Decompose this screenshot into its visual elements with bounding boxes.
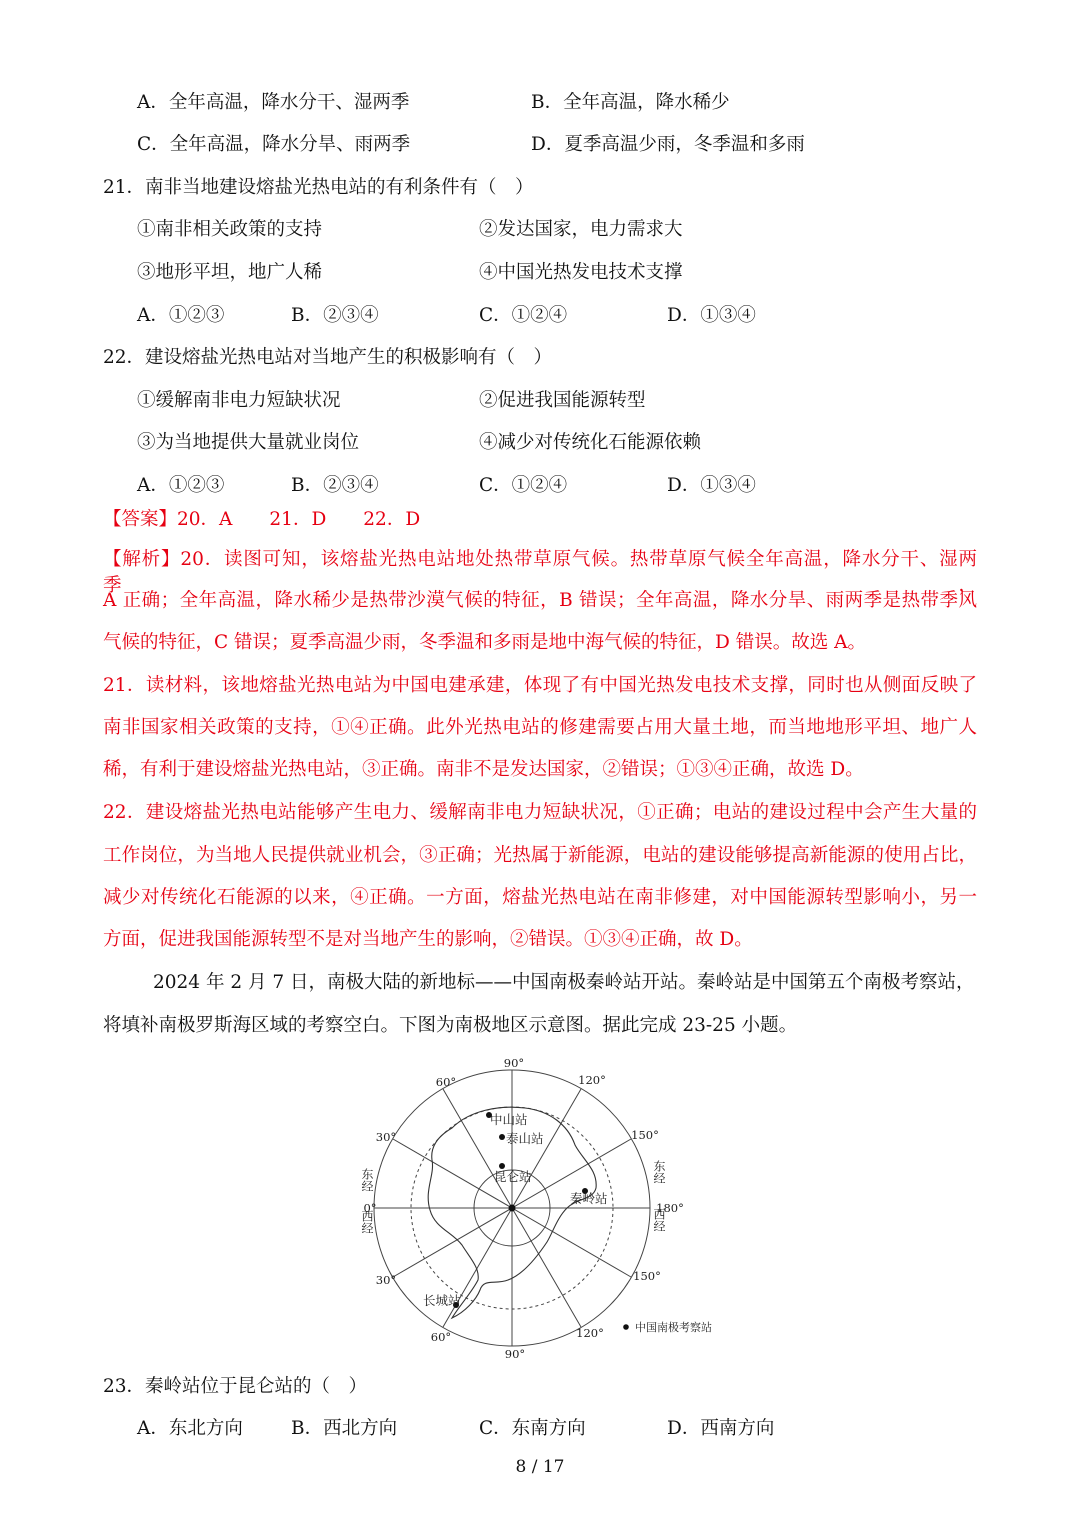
answer-line [103,507,420,533]
lon-label-top: 90° [503,1056,525,1070]
south-pole-dot [509,1205,516,1212]
lon-label-top-left: 60° [435,1075,457,1089]
q21-option-d: D．①③④ [667,305,756,326]
analysis-line-5: 南非国家相关政策的支持，①④正确。此外光热电站的修建需要占用大量土地，而当地地形平坦、地广人 [103,717,977,738]
answer-tag: 【答案】 [103,509,178,530]
analysis-line-7: 22．建设熔盐光热电站能够产生电力、缓解南非电力短缺状况，①正确；电站的建设过程中会产生大量的 [103,802,977,823]
q23-stem: 23．秦岭站位于昆仑站的（ ） [103,1376,368,1397]
q21-item-1: ①南非相关政策的支持 [137,219,323,240]
analysis-line-3: 气候的特征，C 错误；夏季高温少雨，冬季温和多雨是地中海气候的特征，D 错误。故选 A。 [103,632,866,653]
page-number: 8 / 17 [515,1457,565,1477]
station-label-qinling: 秦岭站 [570,1191,608,1206]
q20-option-b: B．全年高温，降水稀少 [531,92,730,113]
q23-option-a: A．东北方向 [137,1418,243,1439]
lon-label-right-upper: 150° [631,1128,659,1142]
q22-item-2: ②促进我国能源转型 [479,390,646,411]
lon-label-left-lower: 30° [375,1273,397,1287]
analysis-line-10: 方面，促进我国能源转型不是对当地产生的影响，②错误。①③④正确，故 D。 [103,929,753,950]
q21-stem: 21．南非当地建设熔盐光热电站的有利条件有（ ） [103,177,534,198]
analysis-text: 20．读图可知，该熔盐光热电站地处热带草原气候。热带草原气候全年高温，降水分干、湿两季， [103,549,977,596]
lon-label-bottom-right: 120° [576,1326,604,1340]
q20-option-c: C．全年高温，降水分旱、雨两季 [137,134,411,155]
analysis-line-6: 稀，有利于建设熔盐光热电站，③正确。南非不是发达国家，②错误；①③④正确，故选 D。 [103,759,864,780]
station-label-taishan: 泰山站 [506,1131,544,1146]
lon-label-zero: 0° [363,1201,377,1215]
q21-option-a: A．①②③ [137,305,225,326]
lon-label-right-lower: 150° [633,1269,661,1283]
q23-option-d: D．西南方向 [667,1418,775,1439]
lon-label-left-upper: 30° [375,1130,397,1144]
q23-option-b: B．西北方向 [291,1418,398,1439]
q21-item-4: ④中国光热发电技术支撑 [479,262,683,283]
hemi-label-west-right: 西经 [652,1208,666,1232]
material-line-2: 将填补南极罗斯海区域的考察空白。下图为南极地区示意图。据此完成 23-25 小题。 [103,1015,798,1036]
q22-item-3: ③为当地提供大量就业岗位 [137,432,360,453]
q21-item-2: ②发达国家，电力需求大 [479,219,683,240]
analysis-tag: 【解析】 [103,549,181,570]
station-dot-taishan [499,1134,505,1140]
q22-item-1: ①缓解南非电力短缺状况 [137,390,341,411]
q20-option-d: D．夏季高温少雨，冬季温和多雨 [531,134,805,155]
hemi-label-east-left: 东经 [360,1168,374,1192]
q21-item-3: ③地形平坦，地广人稀 [137,262,323,283]
analysis-line-2: A 正确；全年高温，降水稀少是热带沙漠气候的特征，B 错误；全年高温，降水分旱、雨两季是热带季风 [103,590,977,611]
station-label-kunlun: 昆仑站 [494,1169,532,1184]
station-label-changcheng: 长城站 [423,1293,461,1308]
q20-option-a: A．全年高温，降水分干、湿两季 [137,92,410,113]
analysis-line-4: 21．读材料，该地熔盐光热电站为中国电建承建，体现了有中国光热发电技术支撑，同时也从侧面反映了 [103,675,977,696]
legend-dot [623,1324,629,1330]
analysis-line-8: 工作岗位，为当地人民提供就业机会，③正确；光热属于新能源，电站的建设能够提高新能源的使用占比， [103,845,977,866]
material-line-1: 2024 年 2 月 7 日，南极大陆的新地标——中国南极秦岭站开站。秦岭站是中国第五个南极考察站， [153,972,975,993]
hemi-label-west-left: 西经 [360,1210,374,1234]
antarctica-map [350,1052,730,1364]
q21-option-c: C．①②④ [479,305,568,326]
analysis-line-9: 减少对传统化石能源的以来，④正确。一方面，熔盐光热电站在南非修建，对中国能源转型影响小，另一 [103,887,977,908]
hemi-label-east-right: 东经 [652,1160,666,1184]
q22-option-d: D．①③④ [667,475,756,496]
q22-option-b: B．②③④ [291,475,379,496]
q21-option-b: B．②③④ [291,305,379,326]
q23-option-c: C．东南方向 [479,1418,586,1439]
q22-option-a: A．①②③ [137,475,225,496]
q22-option-c: C．①②④ [479,475,568,496]
lon-label-right-mid: 180° [656,1201,684,1215]
lon-label-bottom: 90° [504,1347,526,1361]
lon-label-bottom-left: 60° [430,1330,452,1344]
answer-text: 20．A 21．D 22．D [177,509,421,530]
station-label-zhongshan: 中山站 [490,1112,528,1127]
q22-stem: 22．建设熔盐光热电站对当地产生的积极影响有（ ） [103,347,553,368]
q22-item-4: ④减少对传统化石能源依赖 [479,432,702,453]
lon-label-top-right: 120° [578,1073,606,1087]
legend-label: 中国南极考察站 [635,1321,712,1334]
